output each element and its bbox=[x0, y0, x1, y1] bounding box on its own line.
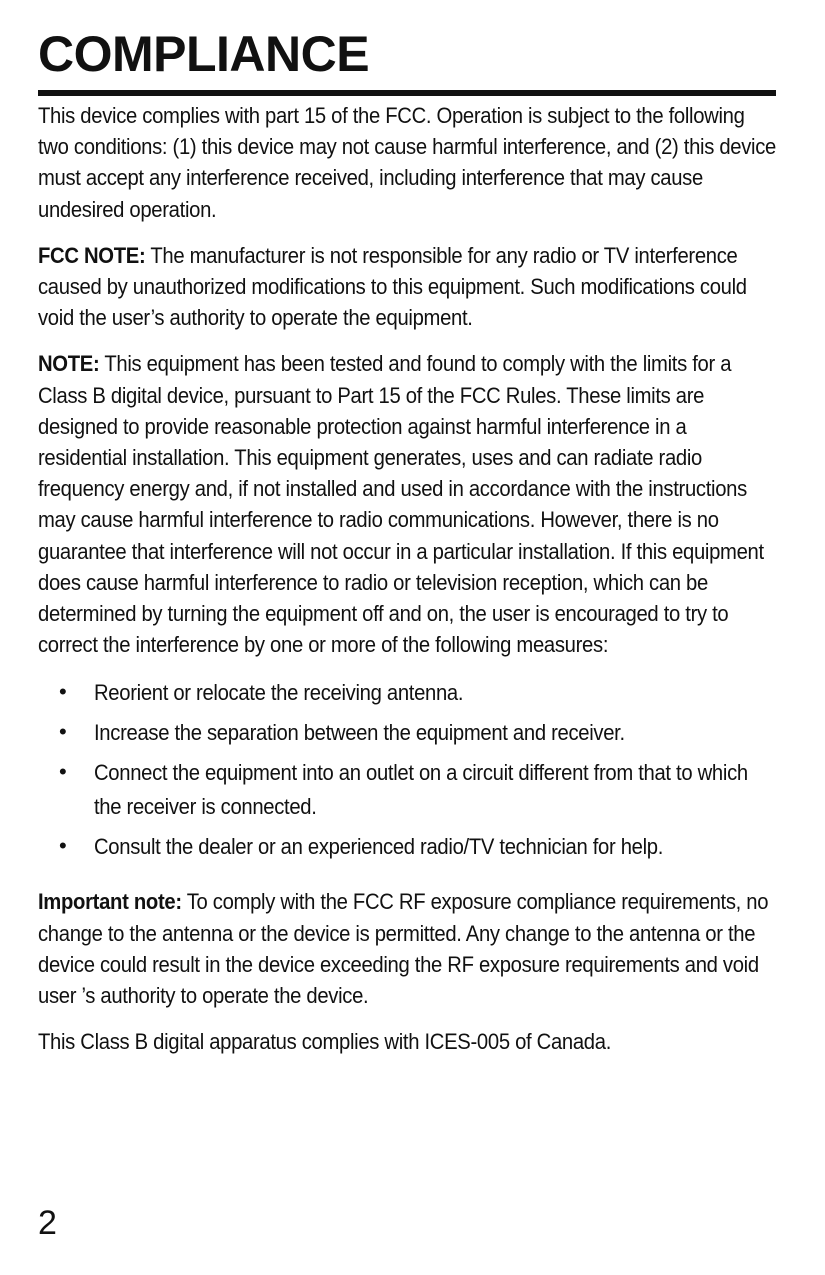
list-item-text: Connect the equipment into an outlet on a circuit different from that to which the receiver is connected. bbox=[94, 760, 748, 820]
measures-list bbox=[38, 676, 776, 864]
bullet-icon: • bbox=[59, 759, 67, 785]
compliance-page bbox=[38, 22, 776, 1057]
bullet-icon: • bbox=[59, 833, 67, 859]
list-item bbox=[38, 830, 776, 864]
important-note-paragraph bbox=[38, 886, 776, 1011]
important-note-label: Important note: bbox=[38, 889, 182, 915]
page-number: 2 bbox=[38, 1204, 57, 1242]
note-text: This equipment has been tested and found to comply with the limits for a Class B digital device, pursuant to Part 15 of the FCC Rules. These limits are designed to provide reasonable protection against harmful interference in a residential installation. This equipment generates, uses and can radiate radio frequency energy and, if not installed and used in accordance with the instructions may cause harmful interference to radio communications. However, there is no guarantee that interference will not occur in a particular installation. If this equipment does cause harmful interference to radio or television reception, which can be determined by turning the equipment off and on, the user is encouraged to try to correct the interference by one or more of the following measures: bbox=[38, 351, 764, 658]
page-title: COMPLIANCE bbox=[38, 26, 370, 82]
bullet-icon: • bbox=[59, 679, 67, 705]
important-note-text: To comply with the FCC RF exposure compliance requirements, no change to the antenna or the device is permitted. Any change to the antenna or the device could result in the device exceeding the RF exposure requirements and void user ’s authority to operate the device. bbox=[38, 889, 769, 1009]
list-item-text: Increase the separation between the equipment and receiver. bbox=[94, 720, 625, 746]
fcc-part15-paragraph: This device complies with part 15 of the FCC. Operation is subject to the following two conditions: (1) this device may not cause harmful interference, and (2) this device must accept any interference received, including interference that may cause undesired operation. bbox=[38, 103, 776, 222]
note-paragraph bbox=[38, 348, 776, 660]
note-label: NOTE: bbox=[38, 351, 100, 377]
list-item-text: Reorient or relocate the receiving antenna. bbox=[94, 680, 464, 706]
bullet-icon: • bbox=[59, 719, 67, 745]
list-item bbox=[38, 716, 776, 750]
list-item bbox=[38, 676, 776, 710]
ices-paragraph: This Class B digital apparatus complies with ICES-005 of Canada. bbox=[38, 1029, 612, 1055]
list-item bbox=[38, 756, 776, 824]
title-divider bbox=[38, 90, 776, 96]
fcc-note-text: The manufacturer is not responsible for any radio or TV interference caused by unauthorized modifications to this equipment. Such modifications could void the user’s authority to operate the equipment. bbox=[38, 242, 747, 331]
list-item-text: Consult the dealer or an experienced radio/TV technician for help. bbox=[94, 834, 664, 860]
fcc-note-paragraph bbox=[38, 240, 776, 334]
fcc-note-label: FCC NOTE: bbox=[38, 242, 146, 268]
